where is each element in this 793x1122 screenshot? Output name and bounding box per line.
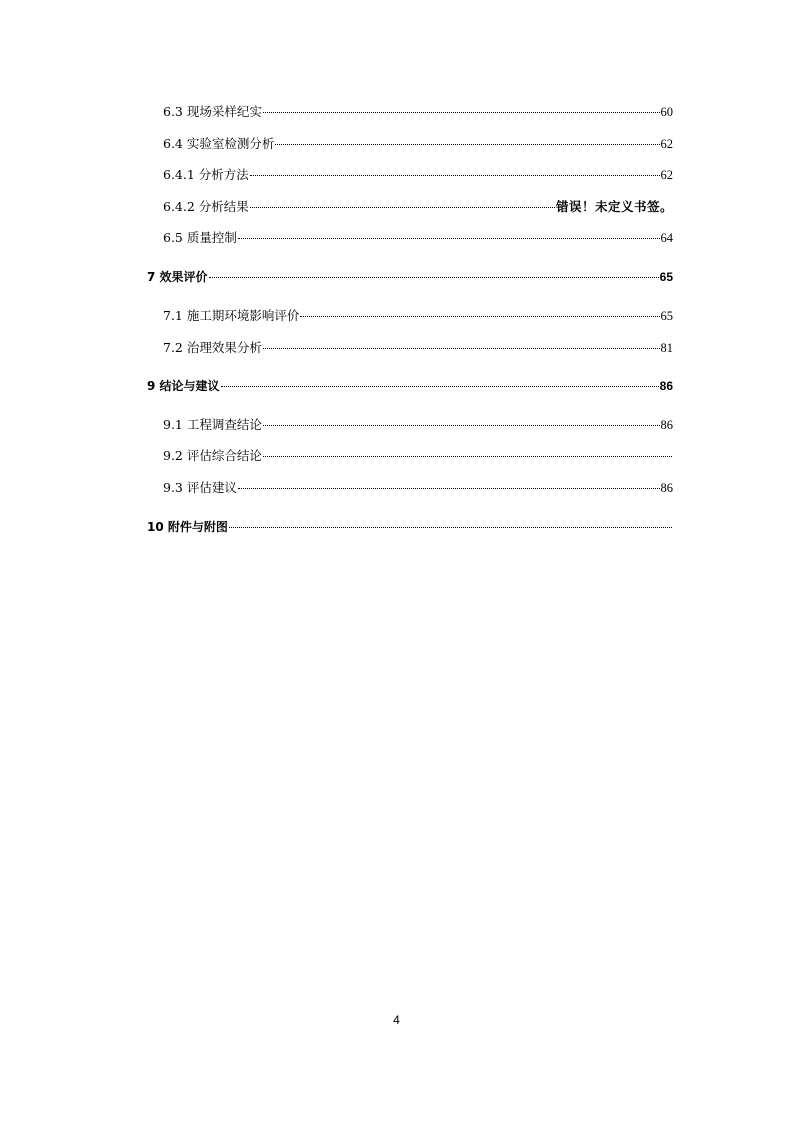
toc-entry-page: 64: [660, 231, 673, 245]
dot-leader: [221, 386, 659, 387]
dot-leader: [238, 488, 660, 489]
toc-entry[interactable]: [163, 448, 673, 464]
toc-entry-label: 6.4.1 分析方法: [163, 167, 249, 182]
table-of-contents: [0, 0, 793, 560]
toc-entry[interactable]: [163, 230, 673, 246]
dot-leader: [263, 348, 660, 349]
toc-entry-label: 6.4 实验室检测分析: [163, 136, 275, 151]
toc-entry-label: 7.1 施工期环境影响评价: [163, 308, 300, 323]
toc-entry[interactable]: [163, 340, 673, 356]
toc-entry-page: 65: [659, 270, 673, 284]
dot-leader: [229, 527, 672, 528]
dot-leader: [263, 425, 660, 426]
toc-entry-page-error: 错误！未定义书签。: [555, 199, 673, 214]
toc-entry-page: 81: [660, 341, 673, 355]
toc-entry-label: 9.2 评估综合结论: [163, 448, 262, 463]
toc-entry-label: 10 附件与附图: [147, 520, 228, 534]
toc-entry-page: 62: [660, 168, 673, 182]
toc-entry-label: 9.1 工程调查结论: [163, 417, 262, 432]
toc-entry-page: 62: [660, 137, 673, 151]
dot-leader: [263, 112, 660, 113]
page-number: 4: [393, 1013, 400, 1027]
dot-leader: [250, 175, 660, 176]
toc-entry[interactable]: [163, 199, 673, 215]
toc-chapter-entry[interactable]: [147, 378, 673, 394]
toc-chapter-entry[interactable]: [147, 519, 673, 535]
toc-entry-page: 86: [660, 418, 673, 432]
dot-leader: [250, 207, 555, 208]
dot-leader: [263, 456, 672, 457]
toc-entry-page: 60: [660, 105, 673, 119]
toc-entry[interactable]: [163, 308, 673, 324]
toc-entry-label: 7.2 治理效果分析: [163, 340, 262, 355]
toc-entry[interactable]: [163, 136, 673, 152]
toc-entry-label: 6.4.2 分析结果: [163, 199, 249, 214]
dot-leader: [300, 316, 659, 317]
toc-chapter-entry[interactable]: [147, 269, 673, 285]
dot-leader: [209, 277, 659, 278]
toc-entry[interactable]: [163, 167, 673, 183]
dot-leader: [275, 144, 659, 145]
toc-entry-page: 86: [659, 379, 673, 393]
dot-leader: [238, 238, 660, 239]
toc-entry[interactable]: [163, 417, 673, 433]
toc-entry-page: 65: [660, 309, 673, 323]
toc-entry-label: 6.3 现场采样纪实: [163, 104, 262, 119]
toc-entry-label: 9.3 评估建议: [163, 480, 237, 495]
toc-entry-label: 6.5 质量控制: [163, 230, 237, 245]
toc-entry-label: 7 效果评价: [147, 270, 208, 284]
toc-entry[interactable]: [163, 104, 673, 120]
toc-entry-label: 9 结论与建议: [147, 379, 220, 393]
toc-entry[interactable]: [163, 480, 673, 496]
toc-entry-page: 86: [660, 481, 673, 495]
